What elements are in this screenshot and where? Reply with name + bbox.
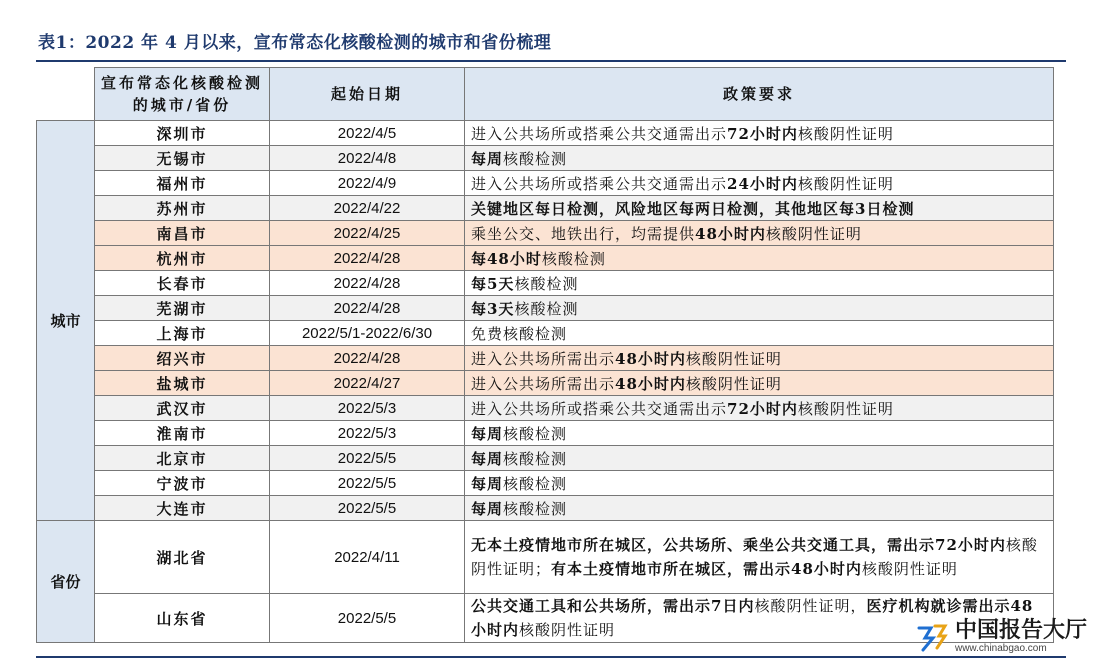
- category-province: 省份: [37, 521, 95, 643]
- table-row: [37, 321, 1054, 346]
- logo-mark-icon: [915, 620, 949, 654]
- policy-bold: 每周: [471, 474, 504, 493]
- start-date: 2022/4/5: [270, 121, 465, 146]
- policy-post: 核酸检测: [503, 449, 568, 468]
- city-name: 杭州市: [95, 246, 270, 271]
- start-date: 2022/5/5: [270, 594, 465, 643]
- table-row: [37, 346, 1054, 371]
- policy-bold: 有本土疫情地市所在城区，需出示48小时内: [551, 560, 862, 578]
- policy-text: [465, 521, 1054, 594]
- policy-text: [465, 396, 1054, 421]
- start-date: 2022/4/25: [270, 221, 465, 246]
- policy-pre: 进入公共场所或搭乘公共交通需出示: [471, 124, 728, 143]
- title-divider: [36, 60, 1066, 62]
- start-date: 2022/4/28: [270, 271, 465, 296]
- policy-post: 核酸检测: [503, 149, 568, 168]
- start-date: 2022/4/9: [270, 171, 465, 196]
- table-row: [37, 521, 1054, 594]
- policy-bold: 每周: [471, 149, 504, 168]
- start-date: 2022/5/5: [270, 471, 465, 496]
- policy-pre: 进入公共场所或搭乘公共交通需出示: [471, 174, 728, 193]
- city-name: 北京市: [95, 446, 270, 471]
- policy-post: 核酸检测: [503, 424, 568, 443]
- table-row: [37, 246, 1054, 271]
- policy-text: [465, 146, 1054, 171]
- city-name: 南昌市: [95, 221, 270, 246]
- table-row: [37, 371, 1054, 396]
- policy-bold: 关键地区每日检测，风险地区每两日检测，其他地区每3日检测: [471, 199, 915, 218]
- policy-pre: 进入公共场所需出示: [471, 374, 616, 393]
- policy-bold: 公共交通工具和公共场所，需出示7日内: [471, 597, 755, 615]
- policy-text: [465, 246, 1054, 271]
- city-name: 上海市: [95, 321, 270, 346]
- header-date: 起始日期: [270, 68, 465, 121]
- policy-text: [465, 296, 1054, 321]
- table-row: [37, 421, 1054, 446]
- start-date: 2022/4/8: [270, 146, 465, 171]
- start-date: 2022/5/3: [270, 421, 465, 446]
- table-row: [37, 271, 1054, 296]
- policy-text: [465, 196, 1054, 221]
- logo: [915, 620, 1087, 654]
- table-row: [37, 446, 1054, 471]
- table-row: [37, 146, 1054, 171]
- policy-plain: 核酸阴性证明，: [754, 597, 867, 615]
- policy-bold: 每周: [471, 449, 504, 468]
- policy-post: 核酸检测: [514, 299, 579, 318]
- policy-bold: 48小时内: [695, 224, 766, 243]
- policy-post: 核酸检测: [503, 474, 568, 493]
- start-date: 2022/4/28: [270, 296, 465, 321]
- policy-text: [465, 496, 1054, 521]
- table-row: [37, 496, 1054, 521]
- policy-bold: 72小时内: [727, 399, 798, 418]
- city-name: 无锡市: [95, 146, 270, 171]
- policy-bold: 无本土疫情地市所在城区，公共场所、乘坐公共交通工具，需出示72小时内: [471, 536, 1006, 554]
- city-name: 芜湖市: [95, 296, 270, 321]
- policy-text: [465, 121, 1054, 146]
- header-policy: 政策要求: [465, 68, 1054, 121]
- policy-text: [465, 471, 1054, 496]
- table-row: [37, 171, 1054, 196]
- policy-plain: 核酸阴性证明: [861, 560, 958, 578]
- policy-bold: 24小时内: [727, 174, 798, 193]
- city-name: 武汉市: [95, 396, 270, 421]
- policy-bold: 48小时内: [615, 349, 686, 368]
- header-blank: [37, 68, 95, 121]
- policy-pre: 进入公共场所需出示: [471, 349, 616, 368]
- start-date: 2022/4/28: [270, 346, 465, 371]
- policy-text: [465, 221, 1054, 246]
- start-date: 2022/4/28: [270, 246, 465, 271]
- policy-post: 核酸阴性证明: [685, 349, 782, 368]
- start-date: 2022/4/11: [270, 521, 465, 594]
- policy-post: 核酸检测: [541, 249, 606, 268]
- policy-post: 核酸阴性证明: [797, 124, 894, 143]
- policy-text: [465, 171, 1054, 196]
- policy-bold: 每周: [471, 499, 504, 518]
- policy-post: 核酸阴性证明: [797, 174, 894, 193]
- table-row: [37, 396, 1054, 421]
- city-name: 长春市: [95, 271, 270, 296]
- policy-post: 核酸阴性证明: [797, 399, 894, 418]
- policy-plain: 核酸阴性证明；: [471, 536, 1038, 578]
- table-row: [37, 594, 1054, 643]
- province-name: 湖北省: [95, 521, 270, 594]
- table-row: [37, 196, 1054, 221]
- policy-post: 核酸检测: [514, 274, 579, 293]
- policy-text: [465, 271, 1054, 296]
- policy-post: 核酸阴性证明: [765, 224, 862, 243]
- policy-bold: 48小时内: [615, 374, 686, 393]
- policy-post: 核酸检测: [503, 499, 568, 518]
- start-date: 2022/4/27: [270, 371, 465, 396]
- header-name: 宣布常态化核酸检测的城市/省份: [95, 68, 270, 121]
- city-name: 苏州市: [95, 196, 270, 221]
- policy-bold: 每周: [471, 424, 504, 443]
- policy-text: [465, 371, 1054, 396]
- city-name: 大连市: [95, 496, 270, 521]
- start-date: 2022/5/1-2022/6/30: [270, 321, 465, 346]
- policy-bold: 医疗机构就诊需出示48小时内: [471, 597, 1034, 639]
- policy-bold: 72小时内: [727, 124, 798, 143]
- policy-text: [465, 346, 1054, 371]
- category-city: 城市: [37, 121, 95, 521]
- table-title: 表1：2022 年 4 月以来，宣布常态化核酸检测的城市和省份梳理: [38, 33, 552, 53]
- policy-text: [465, 446, 1054, 471]
- policy-pre: 乘坐公交、地铁出行，均需提供: [471, 224, 696, 243]
- city-name: 淮南市: [95, 421, 270, 446]
- logo-url: www.chinabgao.com: [954, 643, 1047, 654]
- table-row: [37, 296, 1054, 321]
- policy-bold: 每5天: [471, 274, 515, 293]
- policy-pre: 免费核酸检测: [471, 324, 568, 343]
- bottom-divider: [36, 656, 1066, 658]
- city-name: 盐城市: [95, 371, 270, 396]
- city-name: 福州市: [95, 171, 270, 196]
- province-name: 山东省: [95, 594, 270, 643]
- policy-bold: 每3天: [471, 299, 515, 318]
- policy-post: 核酸阴性证明: [685, 374, 782, 393]
- logo-name: 中国报告大厅: [954, 618, 1087, 643]
- city-name: 宁波市: [95, 471, 270, 496]
- table-row: [37, 221, 1054, 246]
- policy-text: [465, 321, 1054, 346]
- start-date: 2022/5/3: [270, 396, 465, 421]
- city-name: 绍兴市: [95, 346, 270, 371]
- policy-bold: 每48小时: [471, 249, 542, 268]
- start-date: 2022/5/5: [270, 446, 465, 471]
- city-name: 深圳市: [95, 121, 270, 146]
- start-date: 2022/5/5: [270, 496, 465, 521]
- table-row: [37, 471, 1054, 496]
- table-row: [37, 121, 1054, 146]
- policy-plain: 核酸阴性证明: [519, 621, 616, 639]
- policy-table: [36, 67, 1054, 643]
- policy-text: [465, 421, 1054, 446]
- start-date: 2022/4/22: [270, 196, 465, 221]
- policy-pre: 进入公共场所或搭乘公共交通需出示: [471, 399, 728, 418]
